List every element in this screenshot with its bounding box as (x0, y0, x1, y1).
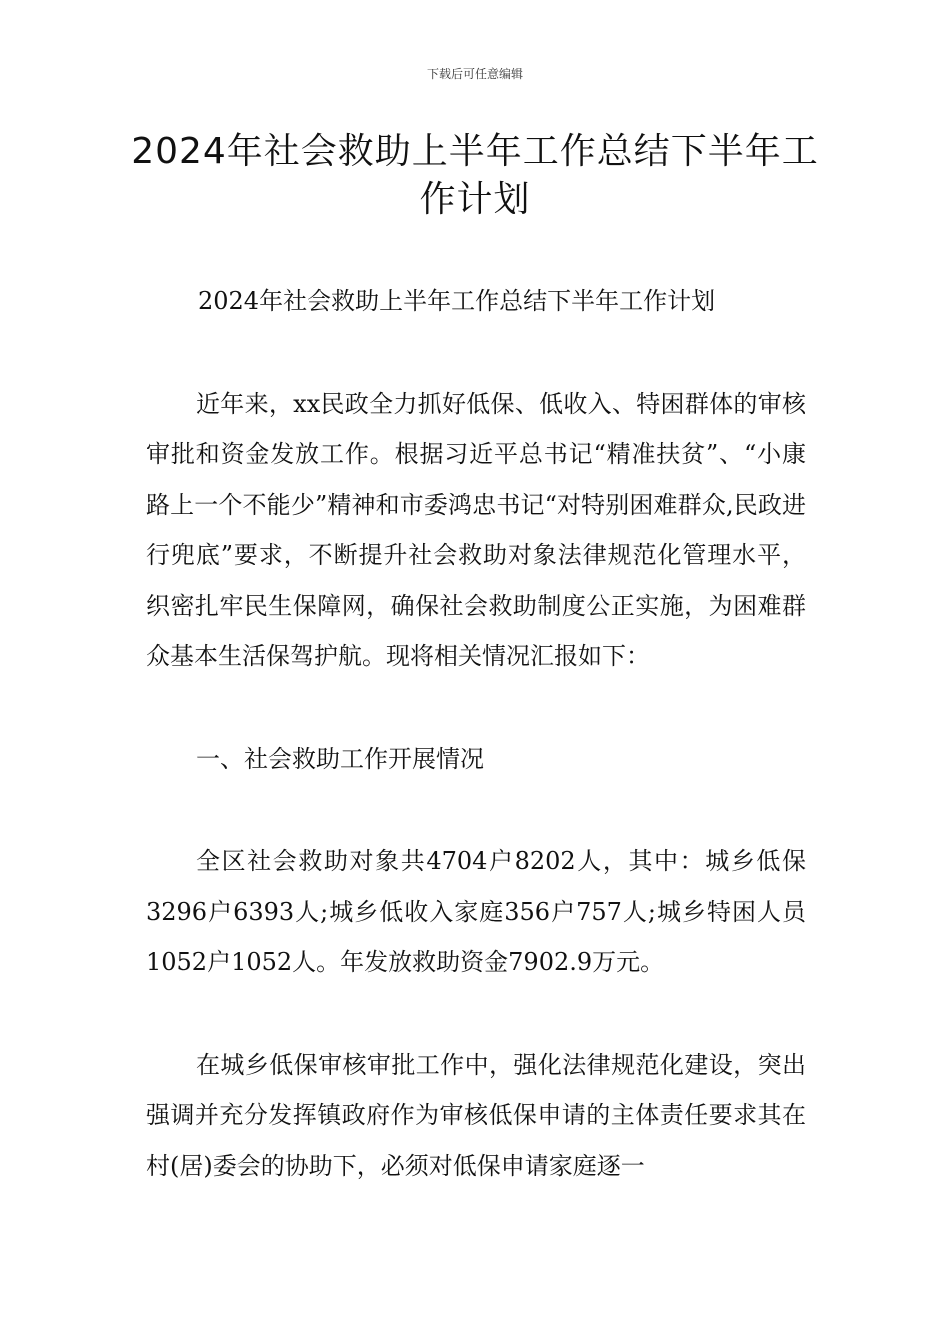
document-title: 2024年社会救助上半年工作总结下半年工作计划 (131, 131, 819, 220)
document-subtitle: 2024年社会救助上半年工作总结下半年工作计划 (198, 287, 716, 315)
header-note: 下载后可任意编辑 (426, 67, 523, 81)
paragraph-review: 在城乡低保审核审批工作中，强化法律规范化建设，突出强调并充分发挥镇政府作为审核低保申请的主体责任要求其在村(居)委会的协助下，必须对低保申请家庭逐一 (146, 1050, 806, 1180)
paragraph-statistics: 全区社会救助对象共4704户8202人，其中：城乡低保3296户6393人;城乡低收入家庭356户757人;城乡特困人员1052户1052人。年发放救助资金7902.9万元。 (146, 847, 806, 976)
document-body (146, 276, 806, 1191)
paragraph-intro: 近年来，xx民政全力抓好低保、低收入、特困群体的审核审批和资金发放工作。根据习近平总书记“精准扶贫”、“小康路上一个不能少”精神和市委鸿忠书记“对特别困难群众,民政进行兜底”要求，不断提升社会救助对象法律规范化管理水平，织密扎牢民生保障网，确保社会救助制度公正实施，为困难群众基本生活保驾护航。现将相关情况汇报如下： (146, 389, 806, 670)
section-heading: 一、社会救助工作开展情况 (196, 744, 484, 773)
